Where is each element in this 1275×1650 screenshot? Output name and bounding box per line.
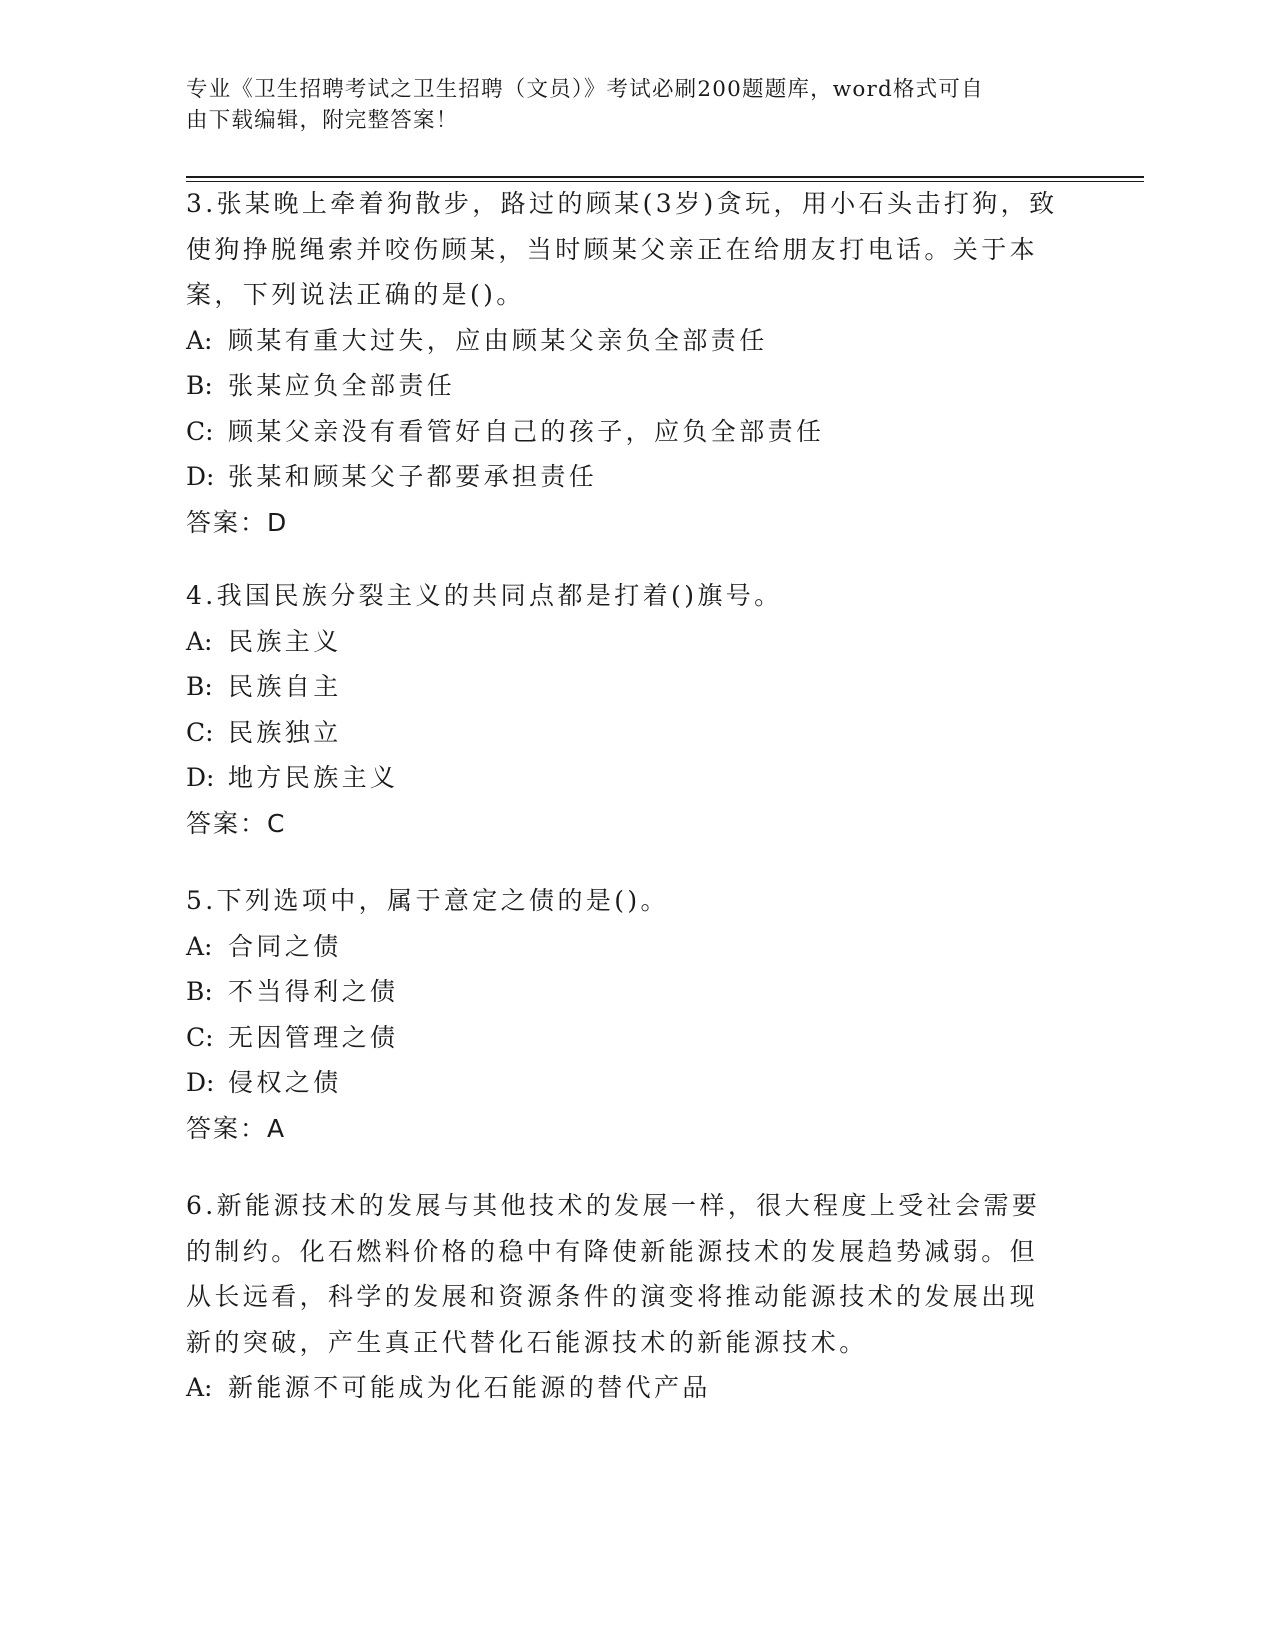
answer-line: 答案：A xyxy=(186,1113,287,1143)
question-stem xyxy=(186,1183,1066,1365)
header-line-2: 由下载编辑，附完整答案！ xyxy=(186,108,459,133)
option-a xyxy=(186,1365,1066,1411)
option-c xyxy=(186,710,1066,756)
option-key: A: xyxy=(186,325,213,355)
question-4 xyxy=(186,573,1066,846)
option-text: 顾某有重大过失，应由顾某父亲负全部责任 xyxy=(228,325,768,355)
stem-line: 4.我国民族分裂主义的共同点都是打着()旗号。 xyxy=(186,581,783,610)
option-text: 民族主义 xyxy=(228,626,342,656)
stem-line: 3.张某晚上牵着狗散步，路过的顾某(3岁)贪玩，用小石头击打狗，致 xyxy=(186,189,1058,218)
option-c xyxy=(186,409,1066,455)
stem-line: 使狗挣脱绳索并咬伤顾某，当时顾某父亲正在给朋友打电话。关于本 xyxy=(186,234,1039,264)
stem-line: 6.新能源技术的发展与其他技术的发展一样，很大程度上受社会需要 xyxy=(186,1191,1041,1220)
option-b xyxy=(186,363,1066,409)
answer-line: 答案：C xyxy=(186,808,287,838)
option-key: C: xyxy=(186,416,214,446)
option-key: D: xyxy=(186,462,215,491)
question-6 xyxy=(186,1183,1066,1411)
option-a xyxy=(186,619,1066,665)
option-text: 张某和顾某父子都要承担责任 xyxy=(228,462,598,491)
option-text: 顾某父亲没有看管好自己的孩子，应负全部责任 xyxy=(228,416,825,446)
option-text: 新能源不可能成为化石能源的替代产品 xyxy=(228,1373,711,1402)
option-key: C: xyxy=(186,1022,214,1052)
option-text: 民族自主 xyxy=(228,672,342,701)
option-b xyxy=(186,664,1066,710)
option-key: D: xyxy=(186,1068,215,1097)
option-a xyxy=(186,924,1066,970)
header-rule-thick xyxy=(186,176,1144,178)
stem-line: 从长远看，科学的发展和资源条件的演变将推动能源技术的发展出现 xyxy=(186,1282,1039,1311)
option-key: B: xyxy=(186,371,213,400)
header-line-1: 专业《卫生招聘考试之卫生招聘（文员）》考试必刷200题题库，word格式可自 xyxy=(186,77,984,102)
option-a xyxy=(186,318,1066,364)
question-stem xyxy=(186,878,1066,924)
option-d xyxy=(186,755,1066,801)
answer-line: 答案：D xyxy=(186,507,289,537)
option-text: 民族独立 xyxy=(228,717,342,747)
option-key: A: xyxy=(186,1373,213,1402)
option-text: 不当得利之债 xyxy=(228,977,399,1006)
option-text: 侵权之债 xyxy=(228,1068,342,1097)
option-key: B: xyxy=(186,672,213,701)
option-d xyxy=(186,1060,1066,1106)
option-key: B: xyxy=(186,977,213,1006)
option-d xyxy=(186,454,1066,500)
option-text: 无因管理之债 xyxy=(228,1022,399,1052)
option-text: 合同之债 xyxy=(228,931,342,961)
question-stem xyxy=(186,181,1066,318)
document-header xyxy=(186,74,1066,136)
stem-line: 案，下列说法正确的是()。 xyxy=(186,280,525,309)
stem-line: 新的突破，产生真正代替化石能源技术的新能源技术。 xyxy=(186,1327,868,1357)
option-b xyxy=(186,969,1066,1015)
question-5 xyxy=(186,878,1066,1151)
option-key: C: xyxy=(186,717,214,747)
stem-line: 的制约。化石燃料价格的稳中有降使新能源技术的发展趋势减弱。但 xyxy=(186,1236,1039,1266)
option-text: 地方民族主义 xyxy=(228,763,399,792)
option-key: A: xyxy=(186,626,213,656)
stem-line: 5.下列选项中，属于意定之债的是()。 xyxy=(186,886,669,915)
question-stem xyxy=(186,573,1066,619)
option-text: 张某应负全部责任 xyxy=(228,371,456,400)
option-c xyxy=(186,1015,1066,1061)
option-key: A: xyxy=(186,931,213,961)
option-key: D: xyxy=(186,763,215,792)
question-3 xyxy=(186,181,1066,545)
